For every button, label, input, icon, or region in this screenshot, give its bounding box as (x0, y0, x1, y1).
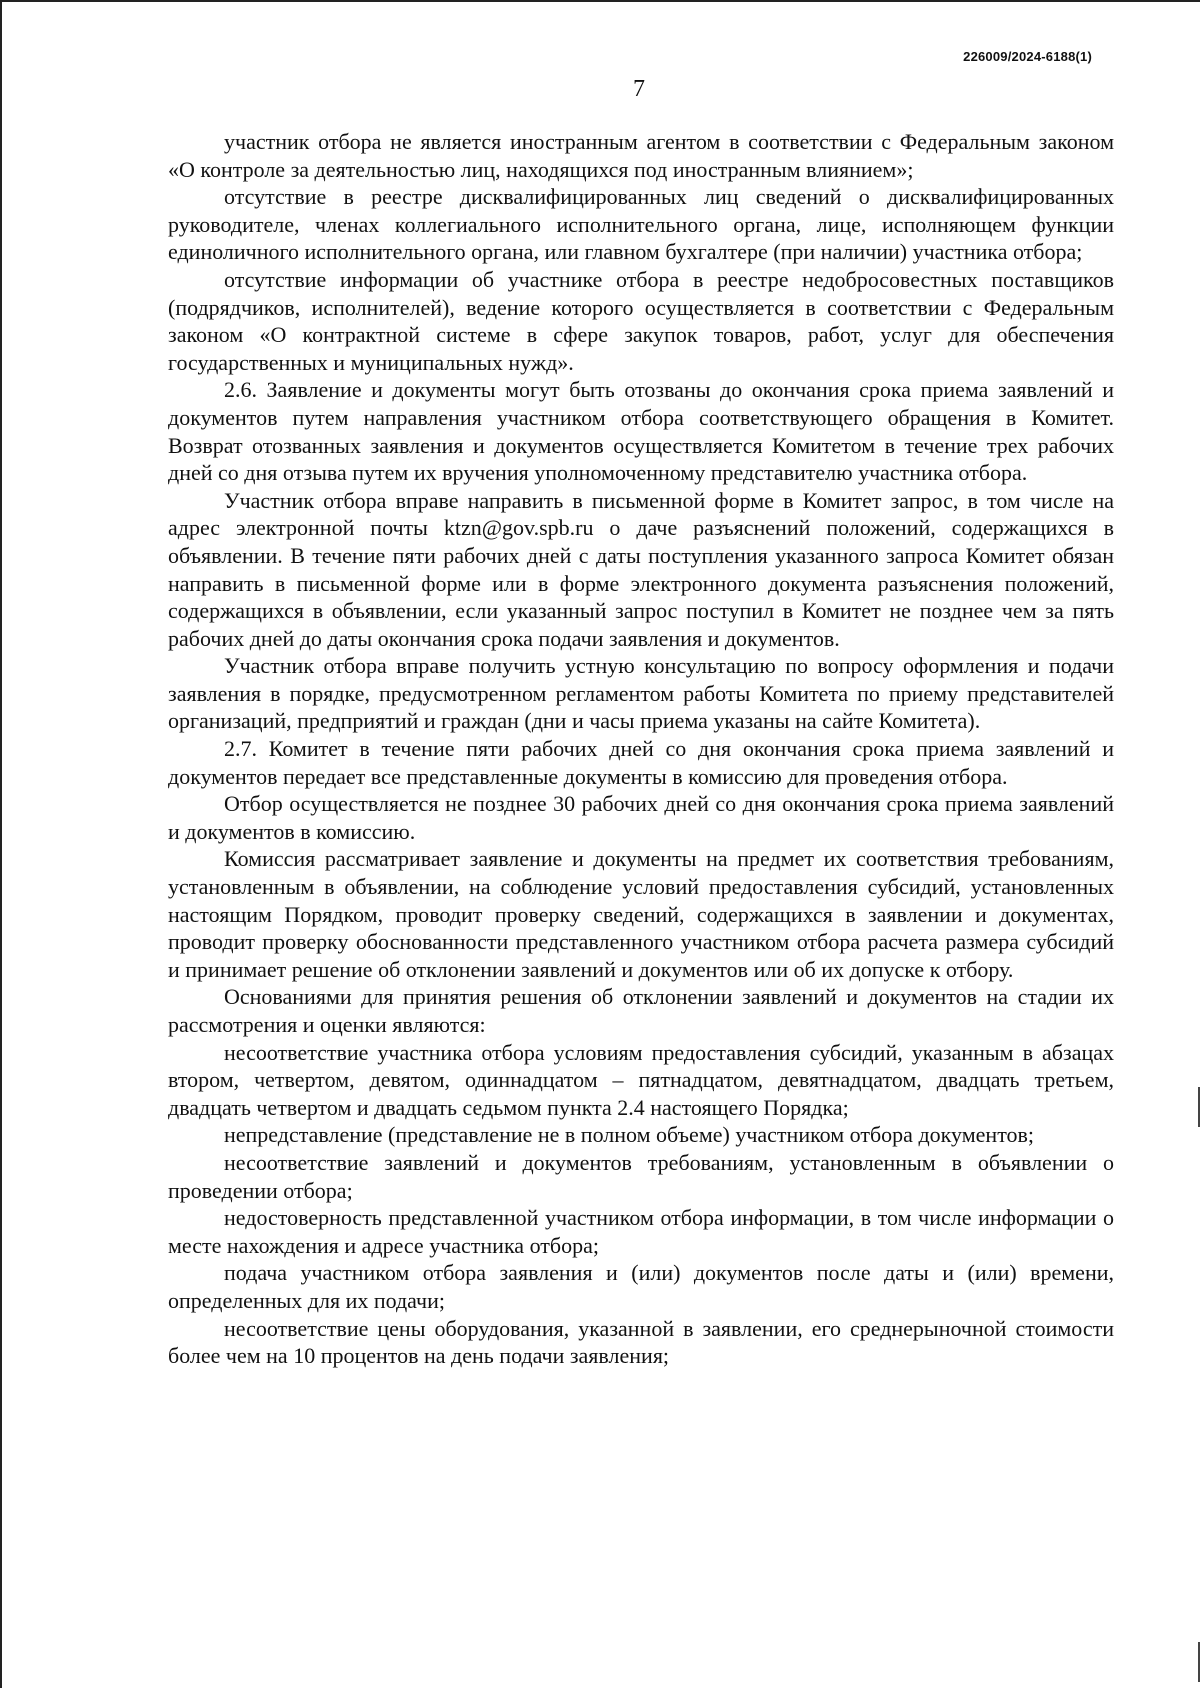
paragraph: Отбор осуществляется не позднее 30 рабочих дней со дня окончания срока приема заявлений и документов в комиссию. (168, 791, 1114, 844)
paragraph: 2.6. Заявление и документы могут быть отозваны до окончания срока приема заявлений и документов путем направления участником отбора соответствующего обращения в Комитет. Возврат отозванных заявления и документов осуществляется Комитетом в течение трех рабочих дней со дня отзыва путем их вручения уполномоченному представителю участника отбора. (168, 377, 1114, 486)
paragraph: отсутствие в реестре дисквалифицированных лиц сведений о дисквалифицированных руководителе, членах коллегиального исполнительного органа, лице, исполняющем функции единоличного исполнительного органа, или главном бухгалтере (при наличии) участника отбора; (168, 184, 1114, 265)
document-body (168, 128, 1114, 1370)
paragraph: отсутствие информации об участнике отбора в реестре недобросовестных поставщиков (подрядчиков, исполнителей), ведение которого осуществляется в соответствии с Федеральным законом «О контрактной системе в сфере закупок товаров, работ, услуг для обеспечения государственных и муниципальных нужд». (168, 266, 1114, 375)
paragraph: несоответствие заявлений и документов требованиям, установленным в объявлении о проведении отбора; (168, 1149, 1114, 1203)
paragraph: Участник отбора вправе направить в письменной форме в Комитет запрос, в том числе на адрес электронной почты ktzn@gov.spb.ru о даче разъяснений положений, содержащихся в объявлении. В течение пяти рабочих дней с даты поступления указанного запроса Комитет обязан направить в письменной форме или в форме электронного документа разъяснения положений, содержащихся в объявлении, если указанный запрос поступил в Комитет не позднее чем за пять рабочих дней до даты окончания срока подачи заявления и документов. (168, 487, 1114, 651)
paragraph: Комиссия рассматривает заявление и документы на предмет их соответствия требованиям, установленным в объявлении, на соблюдение условий предоставления субсидий, установленных настоящим Порядком, проводит проверку сведений, содержащихся в заявлении и документах, проводит проверку обоснованности представленного участником отбора расчета размера субсидий и принимает решение об отклонении заявлений и документов или об их допуске к отбору. (168, 846, 1114, 982)
paragraph: подача участником отбора заявления и (или) документов после даты и (или) времени, определенных для их подачи; (168, 1260, 1114, 1313)
page-number: 7 (633, 76, 645, 102)
document-reference-number: 226009/2024-6188(1) (963, 49, 1092, 64)
paragraph: 2.7. Комитет в течение пяти рабочих дней со дня окончания срока приема заявлений и документов передает все представленные документы в комиссию для проведения отбора. (168, 736, 1114, 789)
paragraph: несоответствие цены оборудования, указанной в заявлении, его среднерыночной стоимости более чем на 10 процентов на день подачи заявления; (168, 1315, 1114, 1369)
paragraph: Участник отбора вправе получить устную консультацию по вопросу оформления и подачи заявления в порядке, предусмотренном регламентом работы Комитета по приему представителей организаций, предприятий и граждан (дни и часы приема указаны на сайте Комитета). (168, 653, 1114, 734)
paragraph: Основаниями для принятия решения об отклонении заявлений и документов на стадии их рассмотрения и оценки являются: (168, 984, 1114, 1037)
paragraph: непредставление (представление не в полном объеме) участником отбора документов; (224, 1122, 1035, 1148)
paragraph: несоответствие участника отбора условиям предоставления субсидий, указанным в абзацах втором, четвертом, девятом, одиннадцатом – пятнадцатом, девятнадцатом, двадцать третьем, двадцать четвертом и двадцать седьмом пункта 2.4 настоящего Порядка; (168, 1039, 1114, 1120)
paragraph: участник отбора не является иностранным агентом в соответствии с Федеральным законом «О контроле за деятельностью лиц, находящихся под иностранным влиянием»; (168, 129, 1114, 182)
paragraph: недостоверность представленной участником отбора информации, в том числе информации о месте нахождения и адресе участника отбора; (168, 1205, 1114, 1258)
